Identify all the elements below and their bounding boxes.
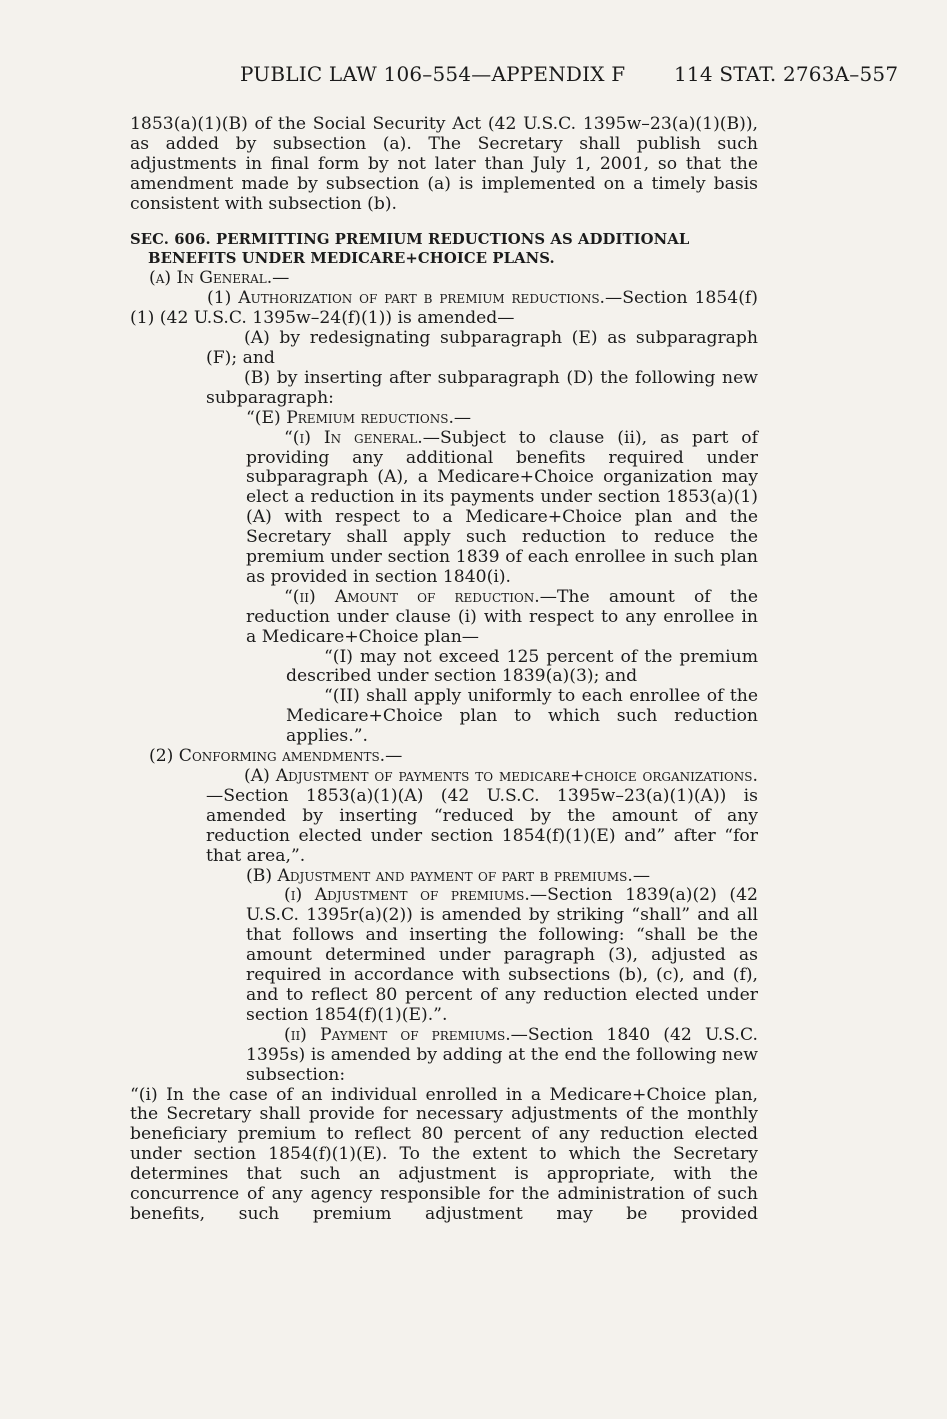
clause-B-i — [130, 886, 758, 1025]
paragraph-1-heading: (1) Authorization of part b premium reductions.— — [207, 288, 623, 309]
clause-B-ii-heading: (ii) Payment of premiums.— — [284, 1024, 528, 1045]
clause-B-ii — [130, 1026, 758, 1086]
clause-B-i-body: Section 1839(a)(2) (42 U.S.C. 1395r(a)(2)) is amended by striking “shall” and all that follows and inserting the following: “shall be the amount determined under paragraph (3), adjusted as required in accordance with subsections (b), (c), and (f), and to reflect 80 percent of any reduction elected under section 1854(f)(1)(E).”. — [246, 885, 758, 1025]
subparagraph-B2 — [130, 867, 758, 887]
subsection-a-heading: (a) In General.— — [149, 268, 290, 289]
subparagraph-A2 — [130, 767, 758, 867]
clause-i-heading: “(i) In general.— — [284, 427, 440, 448]
clause-B-ii-body: Section 1840 (42 U.S.C. 1395s) is amended by adding at the end the following new subsection: — [246, 1024, 758, 1085]
paragraph-1-body: Section 1854(f)(1) (42 U.S.C. 1395w–24(f)(1)) is amended— — [130, 288, 758, 329]
clause-i-body: Subject to clause (ii), as part of providing any additional benefits required under subparagraph (A), a Medicare+Choice organization may elect a reduction in its payments under section 1853(a)(1)(A) with respect to a Medicare+Choice plan and the Secretary shall apply such reduction to reduce the premium under section 1839 of each enrollee in such plan as provided in section 1840(i). — [246, 427, 758, 587]
clause-ii — [130, 588, 758, 648]
subparagraph-B2-heading: (B) Adjustment and payment of part b premiums.— — [246, 865, 651, 886]
paragraph-1-text — [130, 289, 758, 329]
paragraph-2-heading: (2) Conforming amendments.— — [149, 746, 403, 767]
new-subsection-text: “(i) In the case of an individual enrolled in a Medicare+Choice plan, the Secretary shall provide for necessary adjustments of the monthly beneficiary premium to reflect 80 percent of any reduction elected under section 1854(f)(1)(E). To the extent to which the Secretary determines that such an adjustment is appropriate, with the concurrence of any agency responsible for the administration of such benefits, such premium adjustment may be provided — [130, 1084, 758, 1224]
paragraph-2 — [130, 747, 758, 767]
subparagraph-A1: (A) by redesignating subparagraph (E) as subparagraph (F); and — [206, 328, 758, 368]
clause-ii-heading: “(ii) Amount of reduction.— — [284, 586, 557, 607]
subparagraph-E-heading: “(E) Premium reductions.— — [246, 407, 472, 428]
header-stat-page: 114 STAT. 2763A–557 — [674, 62, 899, 86]
clause-i — [130, 429, 758, 588]
clause-B-i-heading: (i) Adjustment of premiums.— — [284, 885, 548, 906]
subparagraph-A2-body: Section 1853(a)(1)(A) (42 U.S.C. 1395w–23(a)(1)(A)) is amended by inserting “reduced by the amount of any reduction elected under section 1854(f)(1)(E) and” after “for that area,”. — [206, 785, 758, 866]
subclause-I: “(I) may not exceed 125 percent of the premium described under section 1839(a)(3); and — [286, 646, 758, 687]
subclause-II: “(II) shall apply uniformly to each enrollee of the Medicare+Choice plan to which such reduction applies.”. — [286, 686, 758, 747]
running-header — [240, 62, 900, 86]
paragraph-1 — [130, 289, 758, 329]
section-heading: SEC. 606. PERMITTING PREMIUM REDUCTIONS AS ADDITIONAL BENEFITS UNDER MEDICARE+CHOICE PLANS. — [130, 230, 690, 268]
subparagraph-B1: (B) by inserting after subparagraph (D) the following new subparagraph: — [206, 367, 758, 408]
clause-ii-body: The amount of the reduction under clause (i) with respect to any enrollee in a Medicare+Choice plan— — [246, 586, 758, 647]
intro-paragraph: 1853(a)(1)(B) of the Social Security Act (42 U.S.C. 1395w–23(a)(1)(B)), as added by subsection (a). The Secretary shall publish such adjustments in final form by not later than July 1, 2001, so that the amendment made by subsection (a) is implemented on a timely basis consistent with subsection (b). — [130, 114, 758, 214]
subparagraph-A2-heading: (A) Adjustment of payments to medicare+choice organizations.— — [206, 766, 758, 806]
header-title: PUBLIC LAW 106–554—APPENDIX F — [240, 62, 626, 86]
body-text — [130, 115, 758, 1245]
subparagraph-E — [130, 409, 758, 429]
